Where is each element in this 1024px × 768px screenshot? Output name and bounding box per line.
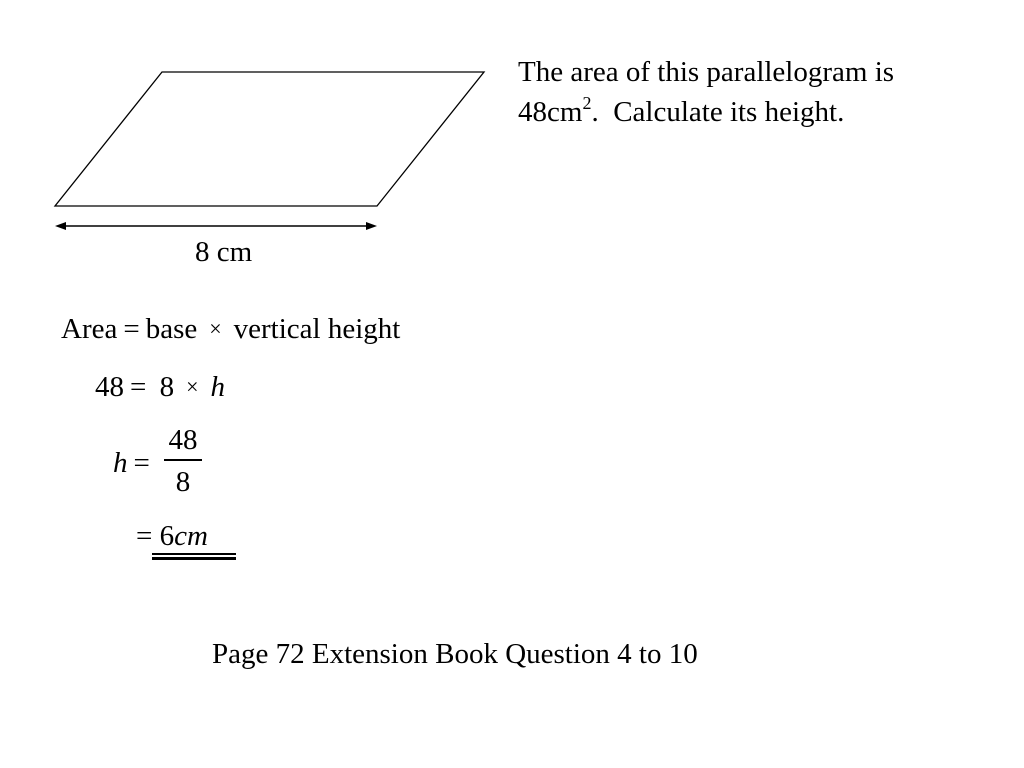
answer-value: 6 [159, 520, 175, 552]
step1-height-variable: h [210, 371, 226, 403]
substitution-step [95, 369, 225, 405]
parallelogram-shape [55, 72, 484, 206]
step2-equals-sign: = [133, 447, 150, 479]
step2-height-variable: h [113, 447, 128, 479]
page-reference-footer: Page 72 Extension Book Question 4 to 10 [212, 638, 698, 670]
answer-unit: cm [174, 520, 208, 552]
question-line-2 [518, 92, 894, 132]
formula-base-term: base [145, 313, 198, 345]
base-length-label: 8 cm [195, 236, 253, 268]
step1-area-value: 48 [95, 371, 124, 403]
formula-equals-sign: = [123, 313, 140, 345]
formula-area-term: Area [61, 313, 118, 345]
question-instruction: . Calculate its height. [591, 96, 845, 128]
fraction-numerator: 48 [168, 424, 198, 456]
parallelogram-diagram [0, 0, 520, 300]
rearrange-fraction [164, 423, 202, 499]
step1-times-sign: × [186, 374, 199, 399]
area-value: 48cm [518, 96, 583, 128]
question-text [518, 52, 894, 132]
step1-base-value: 8 [159, 371, 175, 403]
rearrange-step-lhs [113, 445, 156, 481]
formula-height-term: vertical height [233, 313, 401, 345]
final-answer [136, 518, 208, 554]
base-dimension-arrow [55, 222, 377, 230]
question-line-1: The area of this parallelogram is [518, 56, 895, 88]
formula-times-sign: × [209, 316, 222, 341]
area-unit-exponent: 2 [582, 93, 592, 113]
step1-equals-sign: = [130, 371, 147, 403]
fraction-bar [164, 459, 202, 461]
fraction-denominator: 8 [175, 466, 191, 498]
answer-equals-sign: = [136, 520, 153, 552]
answer-double-underline [152, 553, 236, 560]
area-formula [61, 311, 400, 347]
